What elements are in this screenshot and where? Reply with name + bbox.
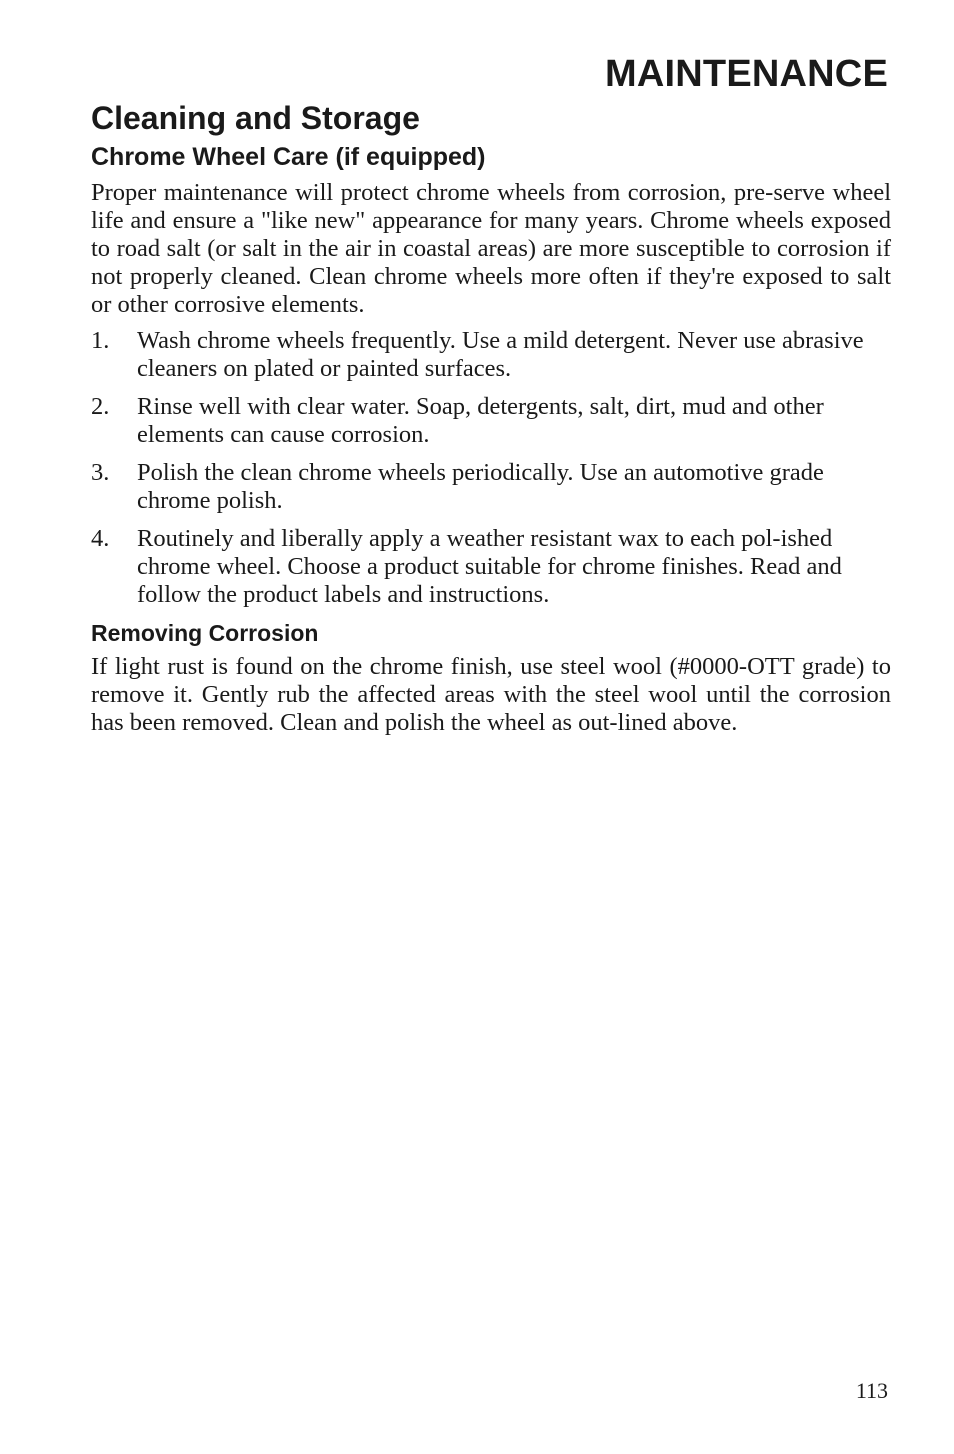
step-text: Polish the clean chrome wheels periodically. Use an automotive grade chrome polish. (137, 459, 824, 514)
step-number: 3. (91, 459, 110, 486)
list-item (91, 525, 891, 609)
step-number: 4. (91, 525, 110, 552)
cleaning-steps-list (91, 327, 891, 609)
step-text: Rinse well with clear water. Soap, detergents, salt, dirt, mud and other elements can cause corrosion. (137, 393, 824, 448)
step-text: Routinely and liberally apply a weather resistant wax to each pol-ished chrome wheel. Choose a product suitable for chrome finishes. Read and follow the product labels and instructions. (137, 525, 842, 608)
list-item (91, 459, 891, 515)
list-item (91, 393, 891, 449)
page-number: 113 (855, 1378, 888, 1403)
list-item (91, 327, 891, 383)
step-text: Wash chrome wheels frequently. Use a mild detergent. Never use abrasive cleaners on plated or painted surfaces. (137, 327, 864, 382)
page-content (91, 98, 891, 737)
chrome-wheel-care-intro: Proper maintenance will protect chrome wheels from corrosion, pre-serve wheel life and ensure a "like new" appearance for many years. Chrome wheels exposed to road salt (or salt in the air in coastal areas) are more susceptible to corrosion if not properly cleaned. Clean chrome wheels more often if they're exposed to salt or other corrosive elements. (91, 179, 891, 318)
step-number: 2. (91, 393, 110, 420)
removing-corrosion-text: If light rust is found on the chrome finish, use steel wool (#0000-OTT grade) to remove it. Gently rub the affected areas with the steel wool until the corrosion has been removed. Clean and polish the wheel as out-lined above. (91, 653, 891, 736)
page-title: Cleaning and Storage (91, 100, 420, 136)
step-number: 1. (91, 327, 110, 354)
removing-corrosion-heading: Removing Corrosion (91, 620, 319, 646)
chrome-wheel-care-heading: Chrome Wheel Care (if equipped) (91, 143, 486, 171)
section-header: MAINTENANCE (605, 53, 888, 95)
